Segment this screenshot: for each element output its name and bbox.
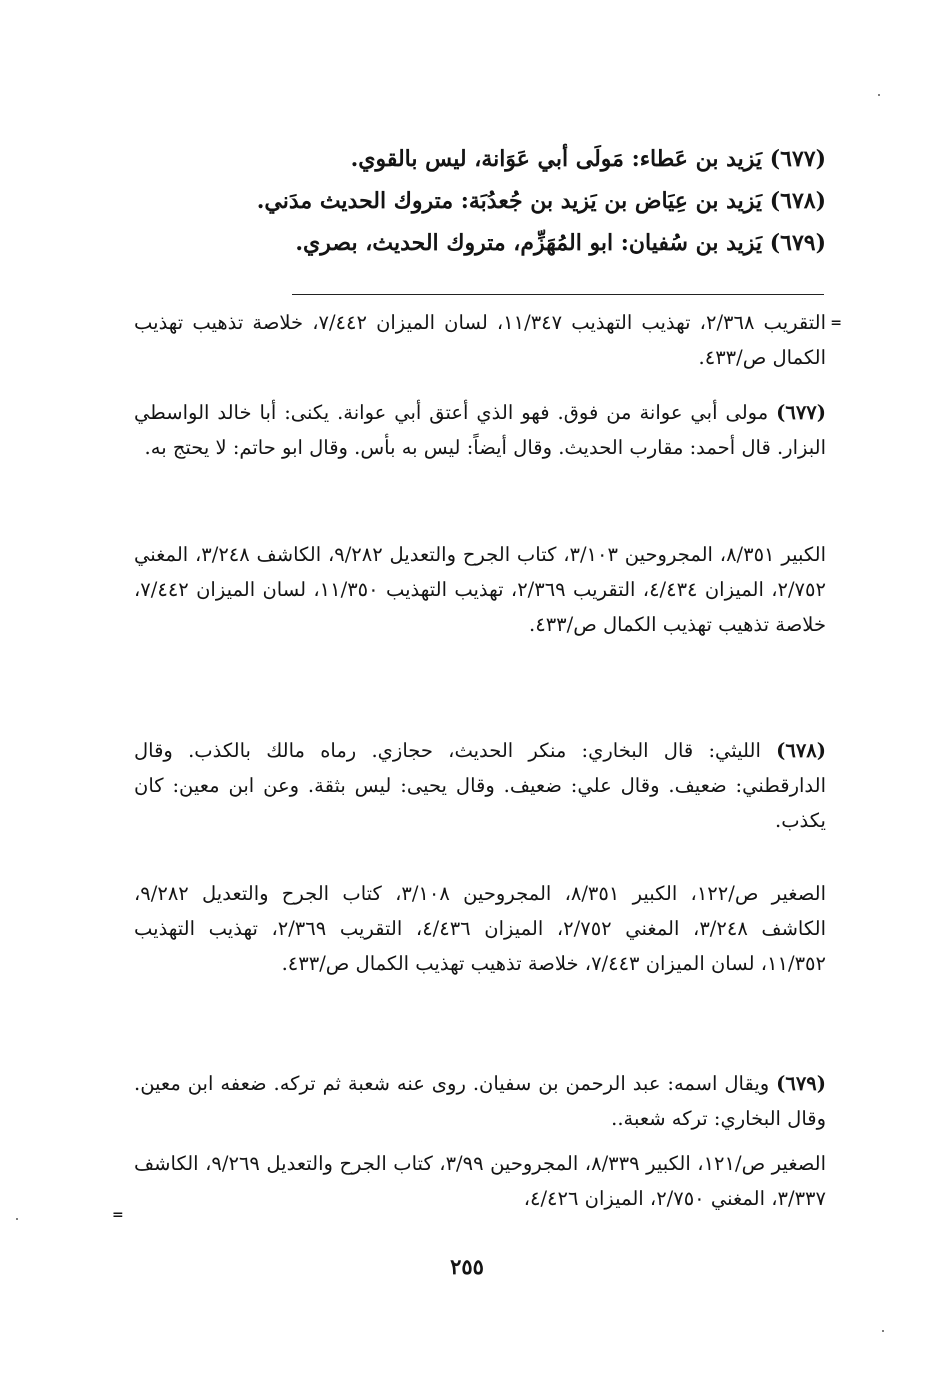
footnote-678-text: الليثي: قال البخاري: منكر الحديث، حجازي. رماه مالك بالكذب. وقال الدارقطني: ضعيف. وقال علي: ضعيف. وقال يحيى: ليس بثقة. وعن ابن معين: كان يكذب. [134, 739, 826, 832]
footnote-separator [292, 294, 824, 295]
scan-speck [878, 94, 880, 96]
footnote-679 [134, 1066, 826, 1136]
scan-speck [16, 1218, 18, 1220]
entry-678: (٦٧٨) يَزيد بن عِيَاض بن يَزيد بن جُعدُبَة: متروك الحديث مدَني. [256, 188, 826, 214]
footnote-677 [134, 395, 826, 465]
continuation-mark-bottom: = [112, 1207, 124, 1223]
footnote-previous-sources: التقريب ٢/٣٦٨، تهذيب التهذيب ١١/٣٤٧، لسان الميزان ٧/٤٤٢، خلاصة تذهيب تهذيب الكمال ص/٤٣٣. [134, 311, 826, 369]
entry-677: (٦٧٧) يَزيد بن عَطاء: مَولَى أبي عَوَانة، ليس بالقوي. [350, 146, 826, 172]
footnote-679-sources: الصغير ص/١٢١، الكبير ٨/٣٣٩، المجروحين ٣/٩٩، كتاب الجرح والتعديل ٩/٢٦٩، الكاشف ٣/٣٣٧، المغني ٢/٧٥٠، الميزان ٤/٤٢٦، [134, 1152, 826, 1210]
continuation-mark-top: = [830, 315, 842, 331]
footnote-679-number: (٦٧٩) [776, 1072, 826, 1095]
footnote-678-number: (٦٧٨) [776, 739, 827, 762]
scan-speck [882, 1330, 884, 1332]
footnote-677-number: (٦٧٧) [776, 401, 826, 424]
footnote-677-sources: الكبير ٨/٣٥١، المجروحين ٣/١٠٣، كتاب الجرح والتعديل ٩/٢٨٢، الكاشف ٣/٢٤٨، المغني ٢/٧٥٢، الميزان ٤/٤٣٤، التقريب ٢/٣٦٩، تهذيب التهذيب ١١/٣٥٠، لسان الميزان ٧/٤٤٢، خلاصة تذهيب تهذيب الكمال ص/٤٣٣. [134, 543, 826, 636]
footnote-679-text: ويقال اسمه: عبد الرحمن بن سفيان. روى عنه شعبة ثم تركه. ضعفه ابن معين. وقال البخاري: تركه شعبة.. [134, 1072, 826, 1130]
entry-679: (٦٧٩) يَزيد بن سُفيان: ابو المُهَزِّم، متروك الحديث، بصري. [295, 230, 826, 256]
page-number: ٢٥٥ [450, 1254, 484, 1279]
footnote-678 [134, 733, 826, 838]
main-entries [176, 138, 826, 264]
footnote-677-text: مولى أبي عوانة من فوق. فهو الذي أعتق أبي عوانة. يكنى: أبا خالد الواسطي البزار. قال أحمد: مقارب الحديث. وقال أيضاً: ليس به بأس. وقال ابو حاتم: لا يحتج به. [134, 401, 826, 459]
footnote-678-sources: الصغير ص/١٢٢، الكبير ٨/٣٥١، المجروحين ٣/١٠٨، كتاب الجرح والتعديل ٩/٢٨٢، الكاشف ٣/٢٤٨، المغني ٢/٧٥٢، الميزان ٤/٤٣٦، التقريب ٢/٣٦٩، تهذيب التهذيب ١١/٣٥٢، لسان الميزان ٧/٤٤٣، خلاصة تذهيب تهذيب الكمال ص/٤٣٣. [134, 882, 826, 975]
